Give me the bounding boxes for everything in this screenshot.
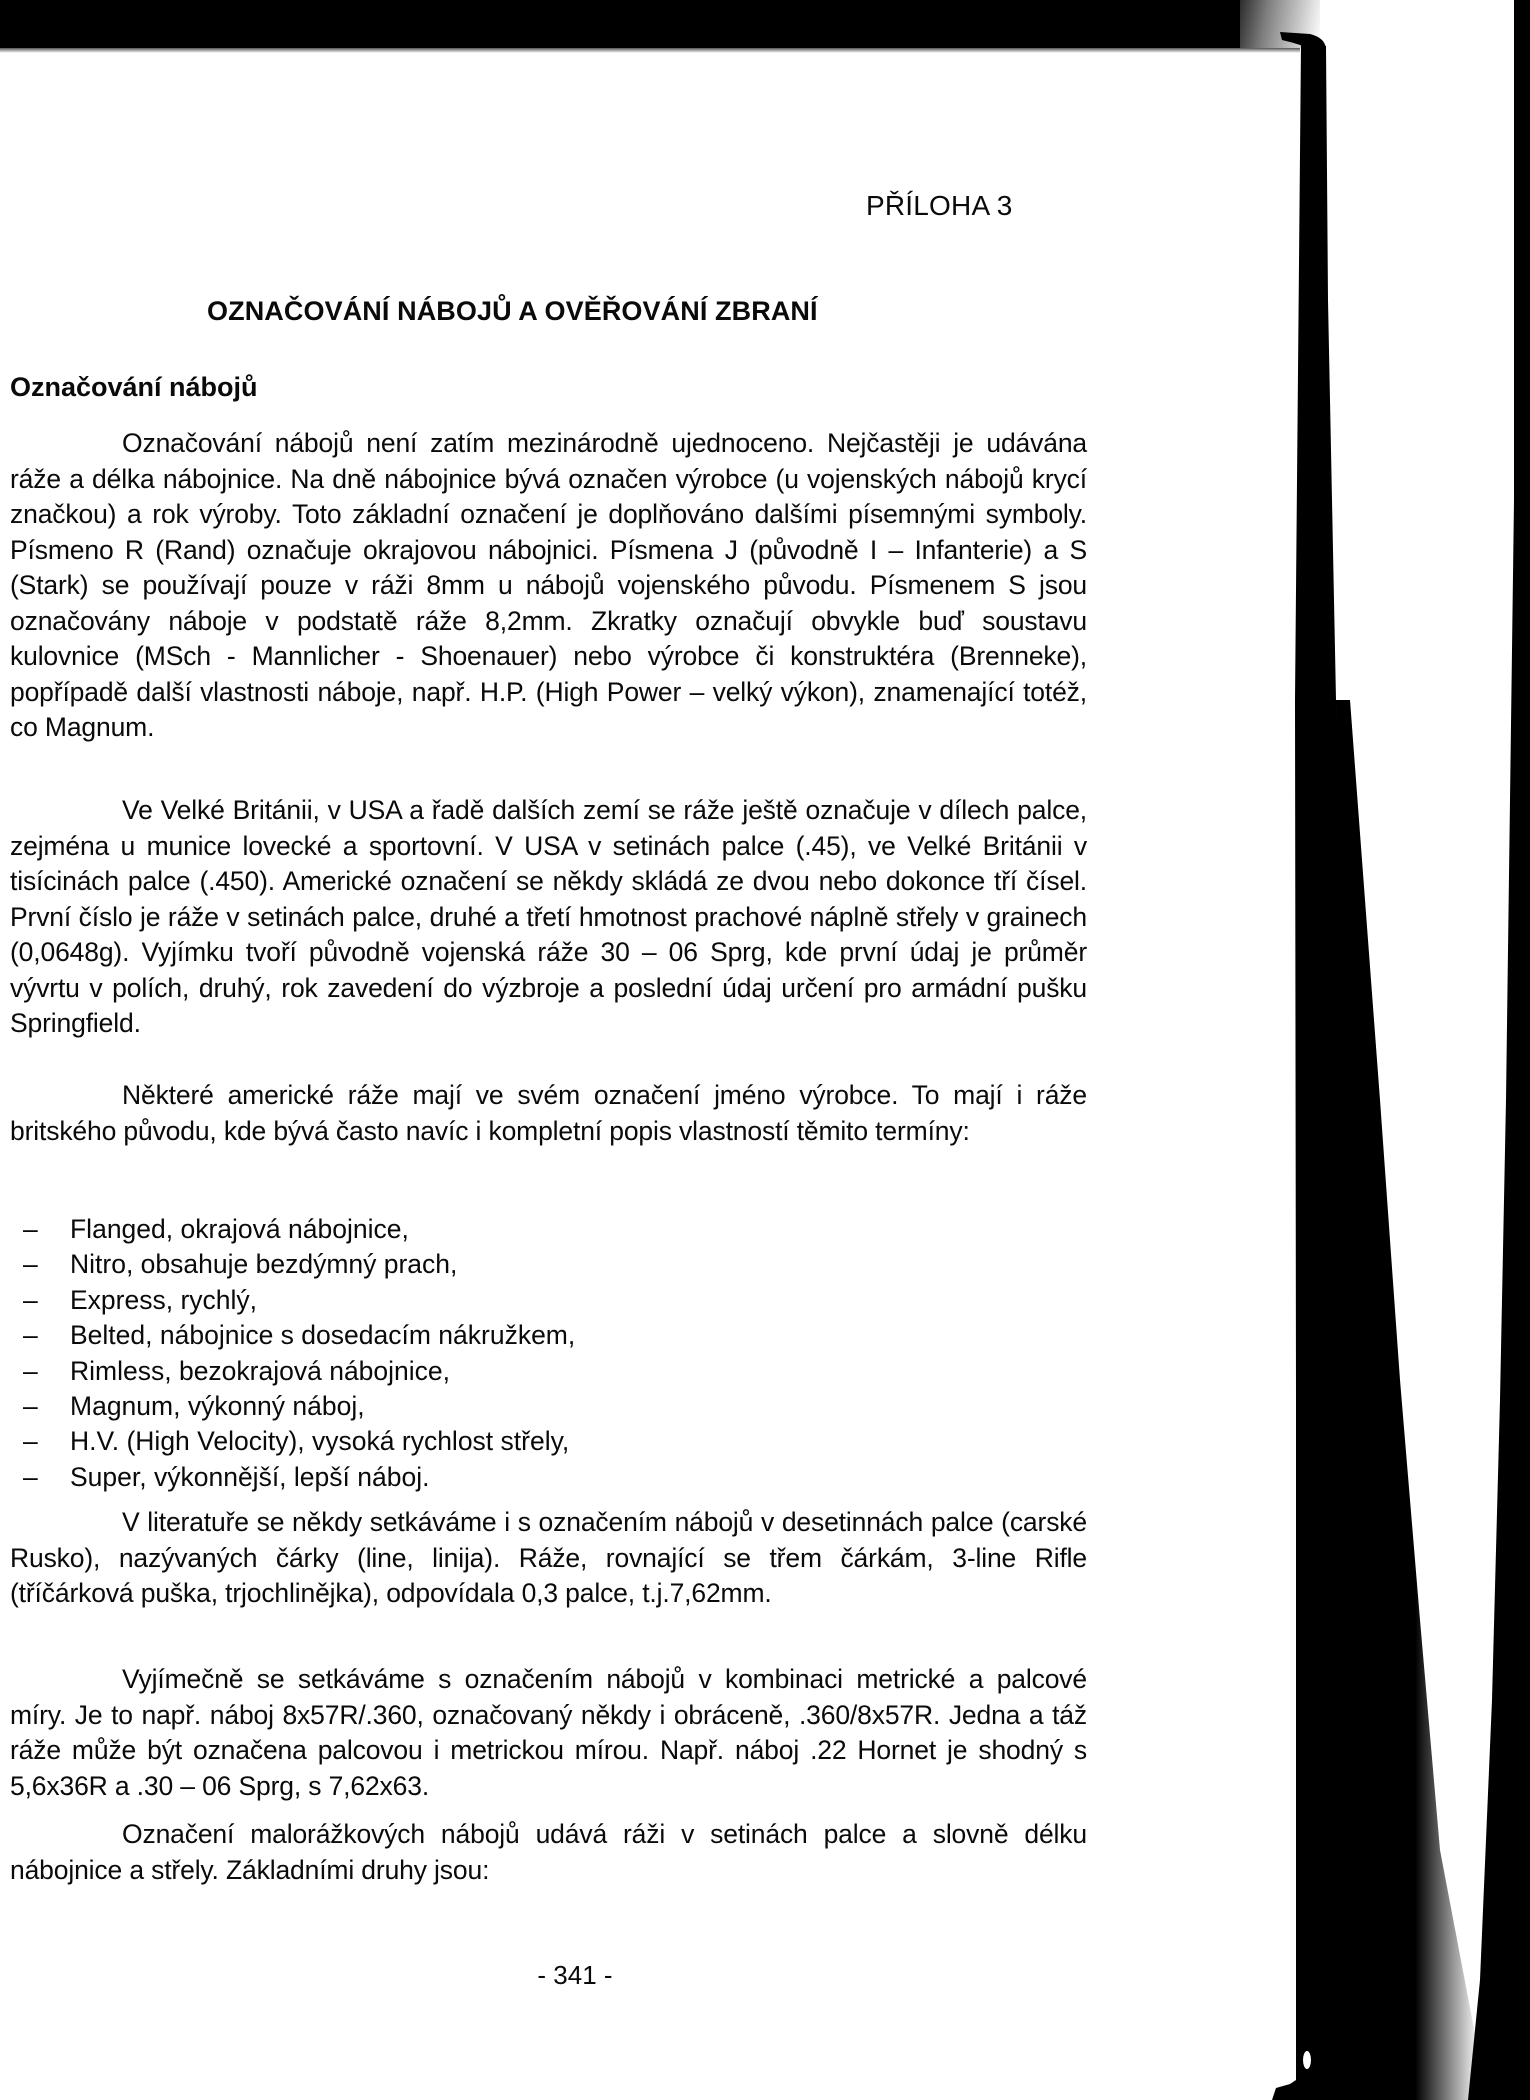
paragraph: Označování nábojů není zatím mezinárodně ujednoceno. Nejčastěji je udávána ráže a délka nábojnice. Na dně nábojnice bývá označen výrobce (u vojenských nábojů krycí značkou) a rok výroby. Toto základní označení je doplňováno dalšími písemnými symboly. Písmeno R (Rand) označuje okrajovou nábojnici. Písmena J (původně I – Infanterie) a S (Stark) se používají pouze v ráži 8mm u nábojů vojenského původu. Písmenem S jsou označovány náboje v podstatě ráže 8,2mm. Zkratky označují obvykle buď soustavu kulovnice (MSch - Mannlicher - Shoenauer) nebo výrobce či konstruktéra (Brenneke), popřípadě další vlastnosti náboje, např. H.P. (High Power – velký výkon), znamenající totéž, co Magnum. <box>10 428 1087 742</box>
list-dash: – <box>23 1355 38 1386</box>
list-dash: – <box>23 1426 38 1457</box>
appendix-label: PŘÍLOHA 3 <box>866 190 1013 221</box>
paragraph-block <box>10 793 1087 1042</box>
section-heading: Označování nábojů <box>10 372 258 402</box>
paragraph-block <box>10 1078 1087 1149</box>
list-dash: – <box>23 1391 38 1422</box>
page-number: - 341 - <box>537 1960 613 1990</box>
paragraph: V literatuře se někdy setkáváme i s označením nábojů v desetinnách palce (carské Rusko), nazývaných čárky (line, linija). Ráže, rovnající se třem čárkám, 3-line Rifle (tříčárková puška, trjochlinějka), odpovídala 0,3 palce, t.j.7,62mm. <box>10 1507 1087 1608</box>
list-dash: – <box>23 1284 38 1315</box>
list-dash: – <box>23 1249 38 1280</box>
list-item <box>10 1318 575 1353</box>
list-item <box>10 1354 575 1389</box>
list-item-text: Magnum, výkonný náboj, <box>70 1391 365 1422</box>
paragraph-block <box>10 1662 1087 1804</box>
list-item-text: Super, výkonnější, lepší náboj. <box>70 1461 430 1492</box>
list-item <box>10 1424 575 1459</box>
list-item <box>10 1247 575 1282</box>
list-item-text: Nitro, obsahuje bezdýmný prach, <box>70 1249 458 1280</box>
paragraph-block <box>10 426 1087 746</box>
terms-list <box>10 1212 575 1495</box>
list-item-text: Express, rychlý, <box>70 1284 258 1315</box>
list-item-text: Flanged, okrajová nábojnice, <box>70 1214 409 1244</box>
list-item <box>10 1460 575 1495</box>
list-item-text: Rimless, bezokrajová nábojnice, <box>70 1355 451 1386</box>
list-item-text: H.V. (High Velocity), vysoká rychlost střely, <box>70 1426 570 1457</box>
paragraph: Některé americké ráže mají ve svém označení jméno výrobce. To mají i ráže britského původu, kde bývá často navíc i kompletní popis vlastností těmito termíny: <box>10 1080 1087 1146</box>
paragraph: Vyjímečně se setkáváme s označením nábojů v kombinaci metrické a palcové míry. Je to např. náboj 8x57R/.360, označovaný někdy i obráceně, .360/8x57R. Jedna a táž ráže může být označena palcovou i metrickou mírou. Např. náboj .22 Hornet je shodný s 5,6x36R a .30 – 06 Sprg, s 7,62x63. <box>10 1664 1087 1801</box>
list-item <box>10 1212 575 1247</box>
list-item <box>10 1283 575 1318</box>
list-item <box>10 1389 575 1424</box>
paragraph-block <box>10 1817 1087 1888</box>
paragraph: Označení malorážkových nábojů udává ráži v setinách palce a slovně délku nábojnice a střely. Základními druhy jsou: <box>10 1819 1087 1885</box>
list-dash: – <box>23 1461 38 1492</box>
paragraph-block <box>10 1505 1087 1612</box>
list-dash: – <box>23 1320 38 1351</box>
page-title: OZNAČOVÁNÍ NÁBOJŮ A OVĚŘOVÁNÍ ZBRANÍ <box>207 296 818 326</box>
list-item-text: Belted, nábojnice s dosedacím nákružkem, <box>70 1320 576 1351</box>
paragraph: Ve Velké Británii, v USA a řadě dalších zemí se ráže ještě označuje v dílech palce, zejména u munice lovecké a sportovní. V USA v setinách palce (.45), ve Velké Británii v tisícinách palce (.450). Americké označení se někdy skládá ze dvou nebo dokonce tří čísel. První číslo je ráže v setinách palce, druhé a třetí hmotnost prachové náplně střely v grainech (0,0648g). Vyjímku tvoří původně vojenská ráže 30 – 06 Sprg, kde první údaj je průměr vývrtu v polích, druhý, rok zavedení do výzbroje a poslední údaj určení pro armádní pušku Springfield. <box>10 795 1087 1038</box>
list-dash: – <box>23 1214 38 1244</box>
